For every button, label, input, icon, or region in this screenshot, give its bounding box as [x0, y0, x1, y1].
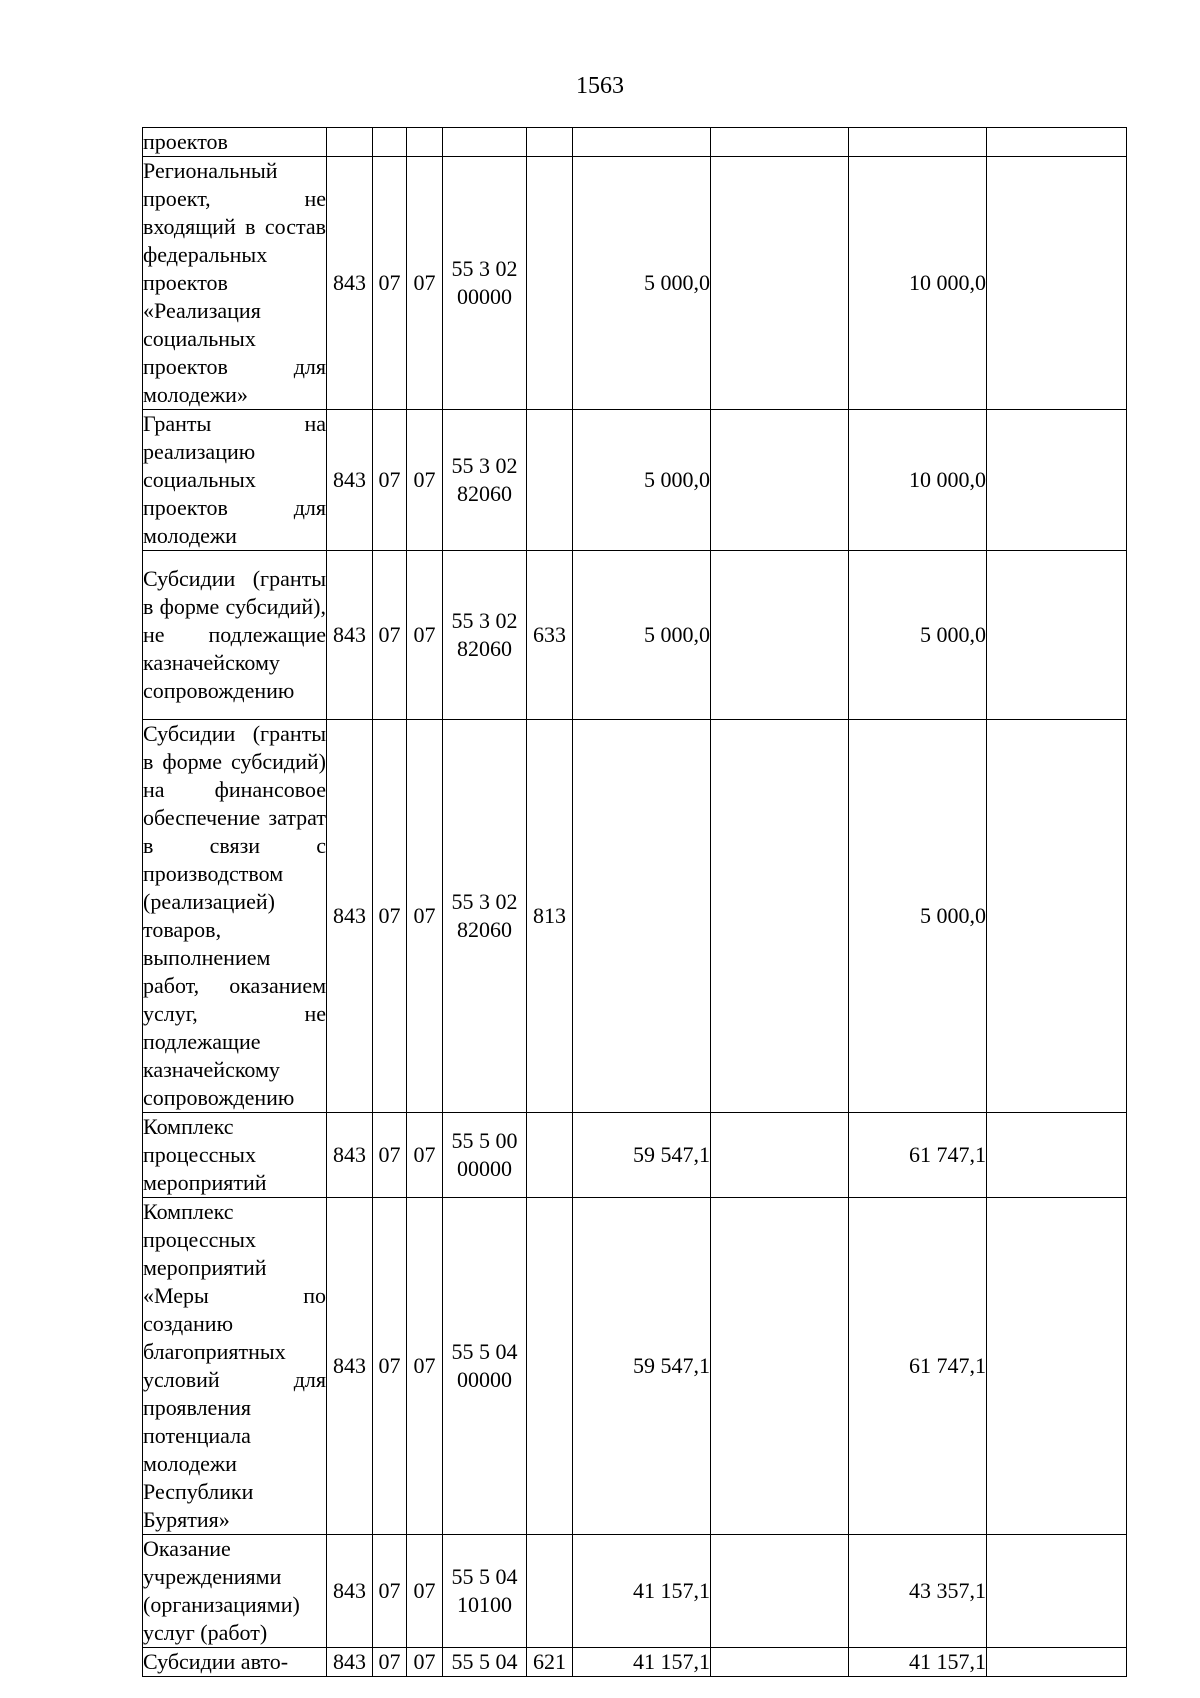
target-article-code: 55 5 04	[443, 1648, 527, 1677]
amount-col-1: 59 547,1	[573, 1198, 711, 1535]
expense-type-code	[527, 1198, 573, 1535]
admin-code: 843	[327, 410, 373, 551]
amount-col-4	[987, 128, 1127, 157]
amount-col-2	[711, 551, 849, 720]
subsection-code: 07	[407, 410, 443, 551]
expense-type-code: 813	[527, 720, 573, 1113]
row-name: Субсидии (гранты в форме субсидий) на финансовое обеспечение затрат в связи с производством (реализацией) товаров, выполнением работ, оказанием услуг, не подлежащие казначейскому сопровождению	[143, 720, 327, 1113]
expense-type-code	[527, 1535, 573, 1648]
amount-col-3: 43 357,1	[849, 1535, 987, 1648]
target-article-code: 55 3 02 82060	[443, 720, 527, 1113]
target-article-code: 55 3 02 82060	[443, 410, 527, 551]
table-row	[143, 1113, 1127, 1198]
section-code: 07	[373, 551, 407, 720]
amount-col-4	[987, 551, 1127, 720]
row-name: Субсидии (гранты в форме субсидий), не подлежащие казначейскому сопровождению	[143, 551, 327, 720]
target-article-code: 55 3 02 82060	[443, 551, 527, 720]
subsection-code: 07	[407, 720, 443, 1113]
subsection-code: 07	[407, 1198, 443, 1535]
row-name: проектов	[143, 128, 327, 157]
admin-code: 843	[327, 1535, 373, 1648]
amount-col-2	[711, 1198, 849, 1535]
amount-col-1: 41 157,1	[573, 1535, 711, 1648]
target-article-code: 55 5 04 10100	[443, 1535, 527, 1648]
row-name: Комплекс процессных мероприятий «Меры по созданию благоприятных условий для проявления потенциала молодежи Республики Бурятия»	[143, 1198, 327, 1535]
target-article-code: 55 5 04 00000	[443, 1198, 527, 1535]
expense-type-code	[527, 410, 573, 551]
amount-col-4	[987, 1535, 1127, 1648]
amount-col-3: 5 000,0	[849, 551, 987, 720]
admin-code: 843	[327, 157, 373, 410]
table-row	[143, 720, 1127, 1113]
page-number: 1563	[576, 73, 624, 99]
amount-col-4	[987, 1648, 1127, 1677]
row-name: Оказание учреждениями (организациями) услуг (работ)	[143, 1535, 327, 1648]
admin-code: 843	[327, 1113, 373, 1198]
budget-table	[142, 127, 1127, 1677]
admin-code: 843	[327, 551, 373, 720]
amount-col-3: 61 747,1	[849, 1113, 987, 1198]
amount-col-1: 5 000,0	[573, 551, 711, 720]
amount-col-4	[987, 157, 1127, 410]
section-code: 07	[373, 720, 407, 1113]
amount-col-1: 5 000,0	[573, 157, 711, 410]
expense-type-code	[527, 128, 573, 157]
subsection-code: 07	[407, 1113, 443, 1198]
table-row	[143, 1198, 1127, 1535]
admin-code: 843	[327, 1198, 373, 1535]
amount-col-1: 5 000,0	[573, 410, 711, 551]
section-code: 07	[373, 410, 407, 551]
section-code: 07	[373, 1535, 407, 1648]
amount-col-4	[987, 1198, 1127, 1535]
table-row	[143, 1648, 1127, 1677]
table-row	[143, 157, 1127, 410]
amount-col-3: 41 157,1	[849, 1648, 987, 1677]
section-code	[373, 128, 407, 157]
amount-col-2	[711, 128, 849, 157]
target-article-code: 55 5 00 00000	[443, 1113, 527, 1198]
amount-col-3: 61 747,1	[849, 1198, 987, 1535]
table-row	[143, 410, 1127, 551]
subsection-code: 07	[407, 1535, 443, 1648]
section-code: 07	[373, 1648, 407, 1677]
amount-col-1	[573, 128, 711, 157]
subsection-code: 07	[407, 1648, 443, 1677]
row-name: Субсидии авто-	[143, 1648, 327, 1677]
amount-col-2	[711, 1113, 849, 1198]
amount-col-2	[711, 720, 849, 1113]
row-name: Комплекс процессных мероприятий	[143, 1113, 327, 1198]
expense-type-code: 621	[527, 1648, 573, 1677]
admin-code	[327, 128, 373, 157]
row-name: Гранты на реализацию социальных проектов для молодежи	[143, 410, 327, 551]
amount-col-3	[849, 128, 987, 157]
amount-col-3: 10 000,0	[849, 410, 987, 551]
table-row	[143, 128, 1127, 157]
amount-col-4	[987, 410, 1127, 551]
target-article-code	[443, 128, 527, 157]
row-name: Региональный проект, не входящий в состав федеральных проектов «Реализация социальных проектов для молодежи»	[143, 157, 327, 410]
section-code: 07	[373, 1198, 407, 1535]
amount-col-1: 41 157,1	[573, 1648, 711, 1677]
admin-code: 843	[327, 1648, 373, 1677]
expense-type-code	[527, 1113, 573, 1198]
amount-col-3: 5 000,0	[849, 720, 987, 1113]
amount-col-2	[711, 1648, 849, 1677]
amount-col-4	[987, 720, 1127, 1113]
table-row	[143, 1535, 1127, 1648]
admin-code: 843	[327, 720, 373, 1113]
subsection-code: 07	[407, 551, 443, 720]
amount-col-2	[711, 410, 849, 551]
amount-col-4	[987, 1113, 1127, 1198]
table-row	[143, 551, 1127, 720]
subsection-code	[407, 128, 443, 157]
amount-col-1: 59 547,1	[573, 1113, 711, 1198]
section-code: 07	[373, 157, 407, 410]
amount-col-1	[573, 720, 711, 1113]
amount-col-2	[711, 157, 849, 410]
section-code: 07	[373, 1113, 407, 1198]
subsection-code: 07	[407, 157, 443, 410]
target-article-code: 55 3 02 00000	[443, 157, 527, 410]
expense-type-code: 633	[527, 551, 573, 720]
amount-col-2	[711, 1535, 849, 1648]
expense-type-code	[527, 157, 573, 410]
amount-col-3: 10 000,0	[849, 157, 987, 410]
